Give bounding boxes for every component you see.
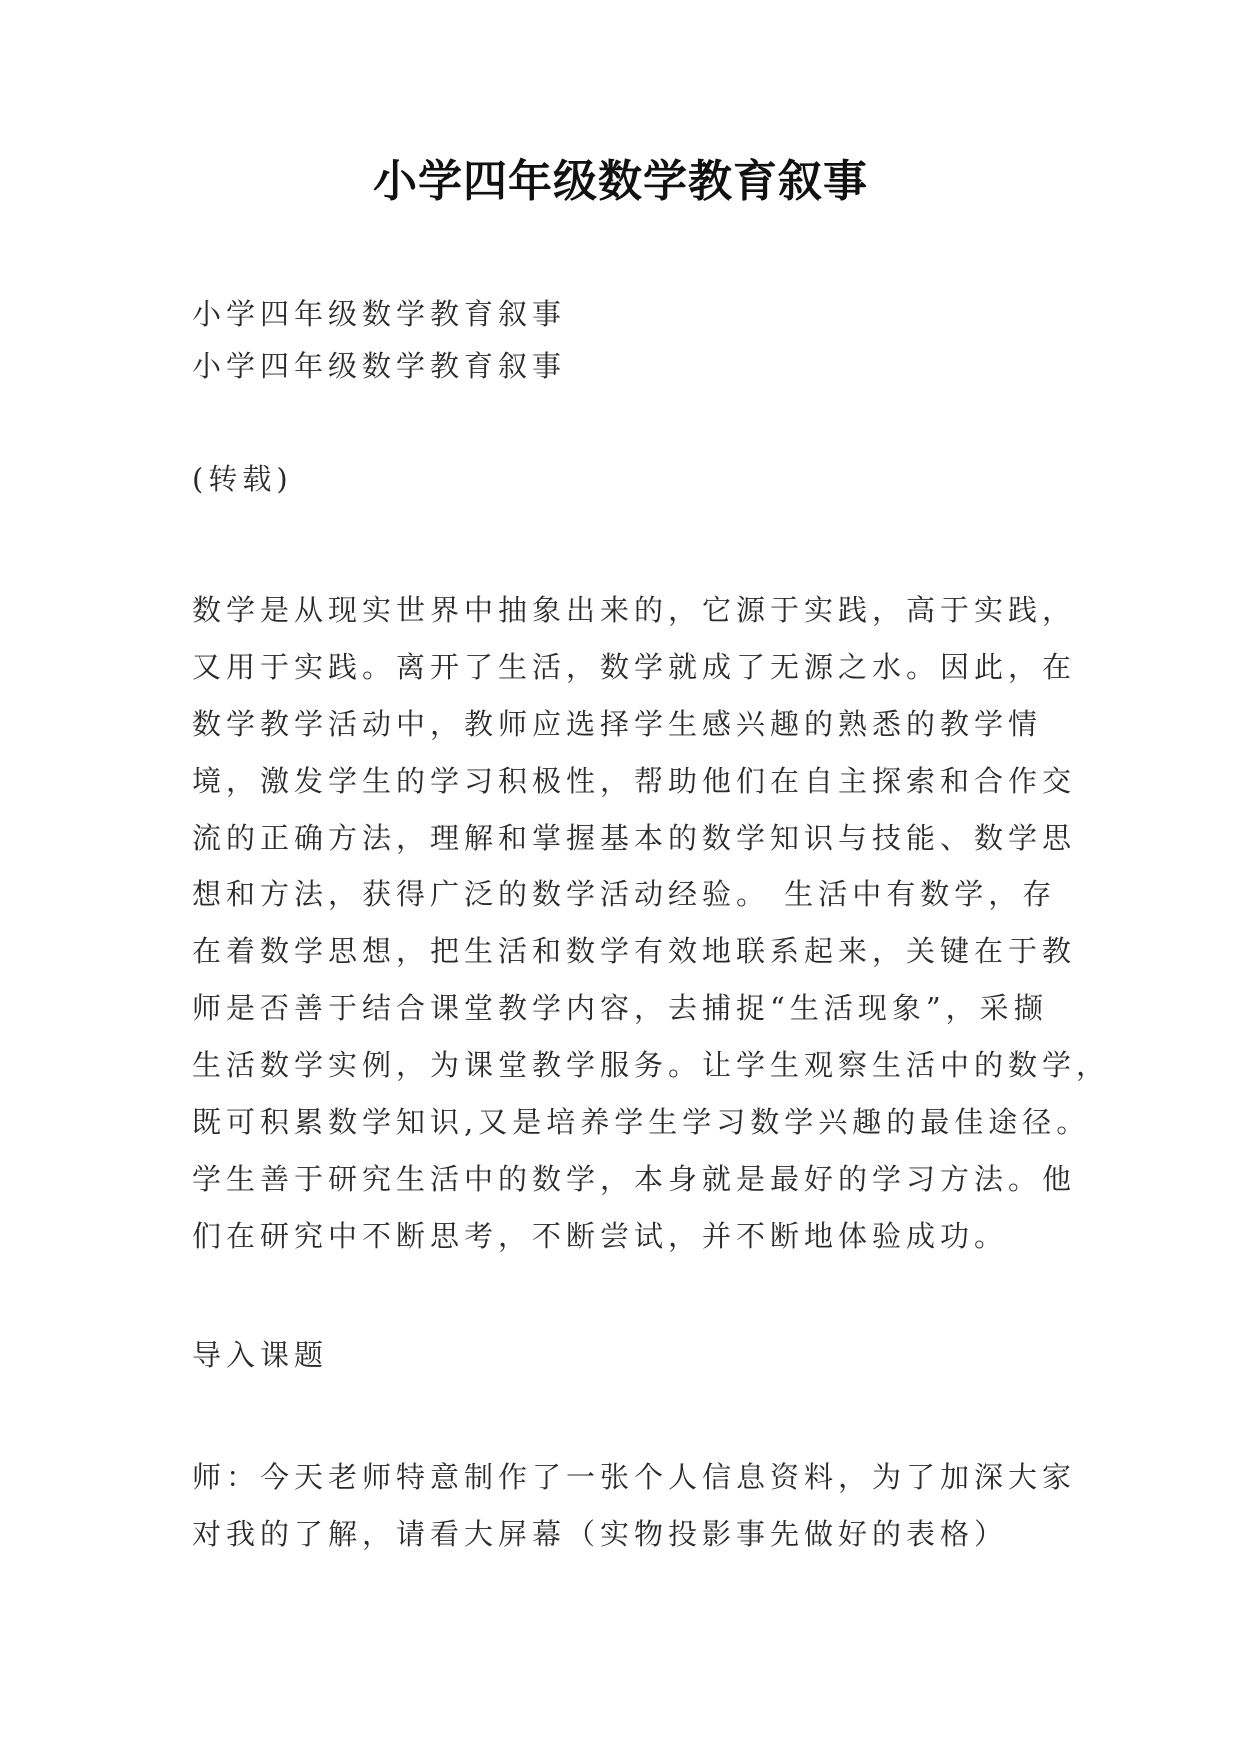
paragraph-line: 学生善于研究生活中的数学，本身就是最好的学习方法。他	[192, 1161, 1077, 1196]
paragraph-line: 又用于实践。离开了生活，数学就成了无源之水。因此，在	[192, 649, 1077, 684]
paragraph-line: 们在研究中不断思考，不断尝试，并不断地体验成功。	[192, 1218, 1009, 1253]
source-note: (转载)	[192, 462, 293, 496]
paragraph-line: 数学教学活动中，教师应选择学生感兴趣的熟悉的教学情	[192, 706, 1043, 741]
paragraph-line: 在着数学思想，把生活和数学有效地联系起来，关键在于教	[192, 934, 1077, 969]
paragraph-line: 流的正确方法，理解和掌握基本的数学知识与技能、数学思	[192, 820, 1077, 855]
subtitle-line: 小学四年级数学教育叙事	[192, 297, 567, 331]
paragraph-line: 师：今天老师特意制作了一张个人信息资料，为了加深大家	[192, 1460, 1077, 1494]
paragraph-line: 既可积累数学知识,又是培养学生学习数学兴趣的最佳途径。	[192, 1105, 1091, 1140]
paragraph-line: 师是否善于结合课堂教学内容，去捕捉“生活现象”，采撷	[192, 991, 1048, 1026]
paragraph-line: 对我的了解，请看大屏幕（实物投影事先做好的表格）	[192, 1517, 1009, 1551]
paragraph-line: 生活数学实例，为课堂教学服务。让学生观察生活中的数学，	[192, 1048, 1111, 1083]
paragraph-line: 想和方法，获得广泛的数学活动经验。 生活中有数学，存	[192, 877, 1057, 912]
subtitle-line: 小学四年级数学教育叙事	[192, 349, 567, 383]
document-title: 小学四年级数学教育叙事	[373, 156, 868, 207]
paragraph-line: 数学是从现实世界中抽象出来的，它源于实践，高于实践，	[192, 593, 1077, 627]
paragraph-line: 境，激发学生的学习积极性，帮助他们在自主探索和合作交	[192, 763, 1077, 798]
paragraph-dialogue	[192, 1449, 1077, 1563]
paragraph-intro	[192, 582, 1111, 1265]
section-heading: 导入课题	[192, 1338, 329, 1372]
